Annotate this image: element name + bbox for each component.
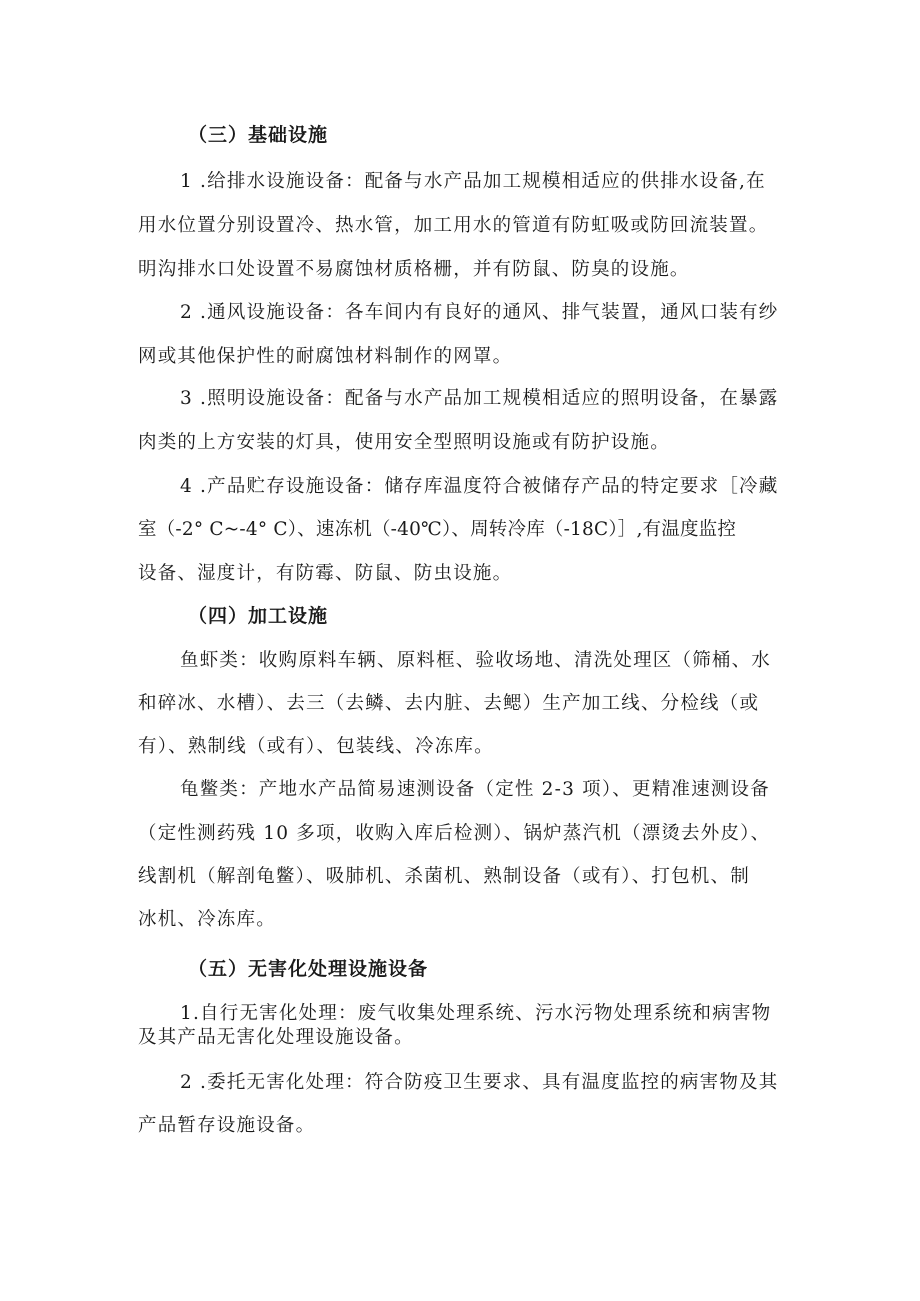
paragraph-line: 用水位置分别设置冷、热水管，加工用水的管道有防虹吸或防回流装置。 bbox=[138, 215, 769, 236]
section-4-heading: （四）加工设施 bbox=[188, 605, 329, 627]
paragraph-line: 鱼虾类：收购原料车辆、原料框、验收场地、清洗处理区（筛桶、水 bbox=[180, 650, 772, 671]
paragraph-line: 龟鳖类：产地水产品简易速测设备（定性 2-3 项）、更精准速测设备 bbox=[180, 779, 770, 800]
paragraph-line: 线割机（解剖龟鳖）、吸肺机、杀菌机、熟制设备（或有）、打包机、制 bbox=[138, 866, 750, 887]
paragraph-line: 及其产品无害化处理设施设备。 bbox=[138, 1027, 414, 1048]
paragraph-line: 冰机、冷冻库。 bbox=[138, 909, 276, 930]
section-3-heading: （三）基础设施 bbox=[188, 124, 329, 146]
paragraph-line: 1 .给排水设施设备：配备与水产品加工规模相适应的供排水设备,在 bbox=[180, 171, 766, 192]
paragraph-line: 1.自行无害化处理：废气收集处理系统、污水污物处理系统和病害物 bbox=[180, 1003, 772, 1024]
paragraph-line: 肉类的上方安装的灯具，使用安全型照明设施或有防护设施。 bbox=[138, 432, 670, 453]
paragraph-line: 3 .照明设施设备：配备与水产品加工规模相适应的照明设备，在暴露 bbox=[180, 388, 779, 409]
paragraph-line: 产品暂存设施设备。 bbox=[138, 1115, 316, 1136]
paragraph-line: 设备、湿度计，有防霉、防鼠、防虫设施。 bbox=[138, 563, 513, 584]
paragraph-line: 网或其他保护性的耐腐蚀材料制作的网罩。 bbox=[138, 346, 513, 367]
paragraph-line: 2 .通风设施设备：各车间内有良好的通风、排气装置，通风口装有纱 bbox=[180, 302, 779, 323]
paragraph-line: （定性测药残 10 多项，收购入库后检测）、锅炉蒸汽机（漂烫去外皮）、 bbox=[138, 823, 771, 844]
paragraph-line: 明沟排水口处设置不易腐蚀材质格栅，并有防鼠、防臭的设施。 bbox=[138, 259, 690, 280]
paragraph-line: 2 .委托无害化处理：符合防疫卫生要求、具有温度监控的病害物及其 bbox=[180, 1072, 779, 1093]
paragraph-line: 室（-2° C~-4° C）、速冻机（-40℃）、周转冷库（-18C）］,有温度监控 bbox=[138, 519, 737, 540]
paragraph-line: 和碎冰、水槽）、去三（去鳞、去内脏、去鳃）生产加工线、分检线（或 bbox=[138, 693, 760, 714]
section-5-heading: （五）无害化处理设施设备 bbox=[188, 958, 429, 980]
paragraph-line: 有）、熟制线（或有）、包装线、冷冻库。 bbox=[138, 736, 494, 757]
paragraph-line: 4 .产品贮存设施设备：储存库温度符合被储存产品的特定要求［冷藏 bbox=[180, 476, 779, 497]
